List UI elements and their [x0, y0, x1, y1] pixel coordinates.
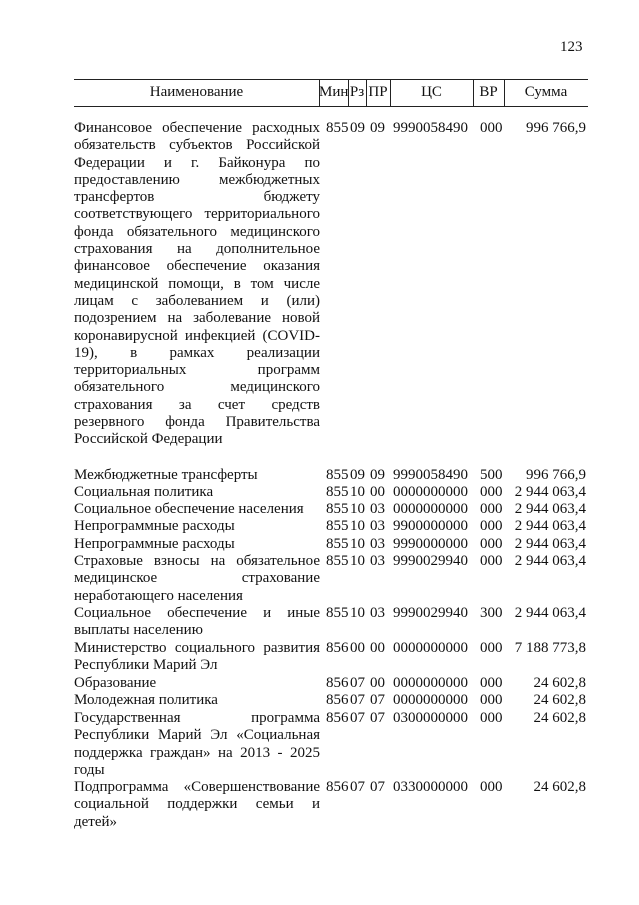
row-cs: 9990029940	[393, 553, 468, 569]
row-min: 855	[326, 553, 349, 569]
row-min: 856	[326, 710, 349, 726]
row-pr: 00	[370, 484, 385, 500]
header-top-border	[74, 79, 588, 80]
row-rz: 10	[350, 536, 365, 552]
row-rz: 10	[350, 501, 365, 517]
header-name: Наименование	[149, 84, 244, 100]
row-pr: 09	[370, 467, 385, 483]
row-min: 855	[326, 518, 349, 534]
row-name: Социальная политика	[74, 484, 214, 500]
row-cs: 0000000000	[393, 640, 468, 656]
row-cs: 9900000000	[393, 518, 468, 534]
row-cs: 0000000000	[393, 675, 468, 691]
row-cs: 0300000000	[393, 710, 468, 726]
row-min: 855	[326, 605, 349, 621]
row-min: 856	[326, 692, 349, 708]
row-name: Молодежная политика	[74, 692, 218, 708]
row-cs: 0330000000	[393, 779, 468, 795]
row-vr: 000	[480, 692, 503, 708]
row-name: Социальное обеспечение населения	[74, 501, 304, 517]
row-rz: 09	[350, 467, 365, 483]
row-sum: 2 944 063,4	[514, 536, 586, 552]
row-min: 855	[326, 536, 349, 552]
row-vr: 500	[480, 467, 503, 483]
header-bottom-border	[74, 106, 588, 107]
row-pr: 00	[370, 640, 385, 656]
header-cs: ЦС	[421, 84, 442, 100]
row-rz: 10	[350, 518, 365, 534]
row-min: 856	[326, 640, 349, 656]
row-cs: 9990000000	[393, 536, 468, 552]
row-name: Непрограммные расходы	[74, 536, 235, 552]
row-sum: 2 944 063,4	[514, 484, 586, 500]
row-sum: 24 602,8	[533, 779, 586, 795]
row-sum: 24 602,8	[533, 692, 586, 708]
row-vr: 000	[480, 710, 503, 726]
row-vr: 000	[480, 779, 503, 795]
row-name: Государственная программа Республики Марий Эл «Социальная поддержка граждан» на 2013 - 2025 годы	[74, 710, 320, 778]
row-vr: 000	[480, 501, 503, 517]
row-pr: 07	[370, 710, 385, 726]
row-sum: 996 766,9	[526, 120, 586, 136]
header-rz: Рз	[349, 84, 365, 100]
row-pr: 03	[370, 553, 385, 569]
row-pr: 03	[370, 536, 385, 552]
row-min: 855	[326, 120, 349, 136]
row-cs: 9990058490	[393, 467, 468, 483]
row-sum: 2 944 063,4	[514, 553, 586, 569]
row-rz: 10	[350, 484, 365, 500]
row-sum: 7 188 773,8	[514, 640, 586, 656]
row-name: Образование	[74, 675, 157, 691]
row-name: Подпрограмма «Совершенствование социальной поддержки семьи и детей»	[74, 779, 320, 830]
row-name: Непрограммные расходы	[74, 518, 235, 534]
row-cs: 9990029940	[393, 605, 468, 621]
row-vr: 000	[480, 536, 503, 552]
row-sum: 24 602,8	[533, 710, 586, 726]
row-name: Страховые взносы на обязательное медицинское страхование неработающего населения	[74, 553, 320, 604]
row-vr: 000	[480, 518, 503, 534]
row-rz: 07	[350, 692, 365, 708]
row-name: Финансовое обеспечение расходных обязательств субъектов Российской Федерации и г. Байконура по предоставлению межбюджетных трансфертов бюджету соответствующего территориального фонда обязательного медицинского страхования на дополнительное финансовое обеспечение оказания медицинской помощи, в том числе лицам с заболеванием и (или) подозрением на заболевание новой коронавирусной инфекцией (COVID-19), в рамках реализации территориальных программ обязательного медицинского страхования за счет средств резервного фонда Правительства Российской Федерации	[74, 120, 320, 448]
row-name: Министерство социального развития Республики Марий Эл	[74, 640, 320, 674]
row-min: 856	[326, 779, 349, 795]
row-sum: 2 944 063,4	[514, 605, 586, 621]
header-sum: Сумма	[524, 84, 568, 100]
row-rz: 00	[350, 640, 365, 656]
row-cs: 0000000000	[393, 484, 468, 500]
row-sum: 2 944 063,4	[514, 501, 586, 517]
row-pr: 09	[370, 120, 385, 136]
row-rz: 07	[350, 710, 365, 726]
page-number: 123	[560, 39, 583, 55]
row-rz: 10	[350, 553, 365, 569]
header-pr: ПР	[368, 84, 388, 100]
row-pr: 03	[370, 518, 385, 534]
row-sum: 2 944 063,4	[514, 518, 586, 534]
row-rz: 09	[350, 120, 365, 136]
header-vr: ВР	[479, 84, 498, 100]
row-rz: 07	[350, 779, 365, 795]
header-min: Мин	[319, 84, 349, 100]
row-min: 856	[326, 675, 349, 691]
row-min: 855	[326, 467, 349, 483]
row-pr: 07	[370, 779, 385, 795]
row-vr: 000	[480, 120, 503, 136]
row-rz: 07	[350, 675, 365, 691]
row-cs: 9990058490	[393, 120, 468, 136]
row-sum: 24 602,8	[533, 675, 586, 691]
row-sum: 996 766,9	[526, 467, 586, 483]
row-pr: 03	[370, 605, 385, 621]
row-name: Социальное обеспечение и иные выплаты населению	[74, 605, 320, 639]
row-vr: 000	[480, 484, 503, 500]
row-pr: 00	[370, 675, 385, 691]
row-rz: 10	[350, 605, 365, 621]
row-min: 855	[326, 484, 349, 500]
row-cs: 0000000000	[393, 692, 468, 708]
row-vr: 000	[480, 675, 503, 691]
row-pr: 07	[370, 692, 385, 708]
row-vr: 000	[480, 640, 503, 656]
row-min: 855	[326, 501, 349, 517]
row-cs: 0000000000	[393, 501, 468, 517]
row-name: Межбюджетные трансферты	[74, 467, 258, 483]
row-pr: 03	[370, 501, 385, 517]
row-vr: 300	[480, 605, 503, 621]
row-vr: 000	[480, 553, 503, 569]
